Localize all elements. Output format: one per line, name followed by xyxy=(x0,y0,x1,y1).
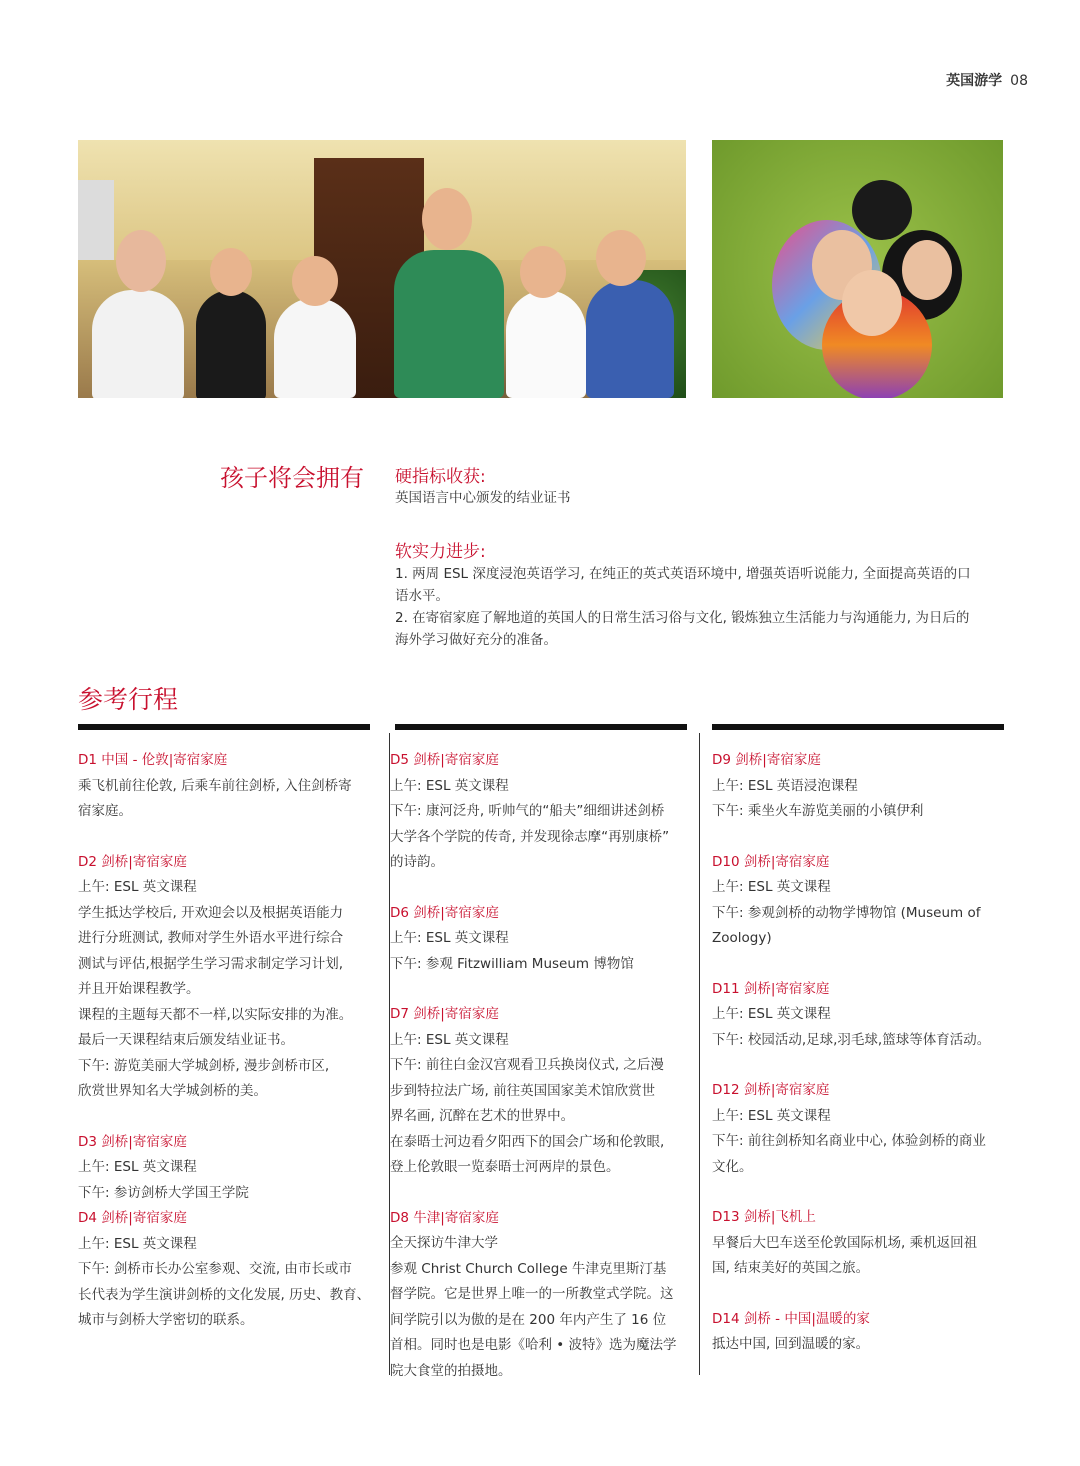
day-heading: D8 牛津|寄宿家庭 xyxy=(390,1209,499,1226)
day-heading: D14 剑桥 - 中国|温暖的家 xyxy=(712,1310,870,1327)
column-3-bar xyxy=(712,724,1004,730)
day-heading: D11 剑桥|寄宿家庭 xyxy=(712,980,830,997)
spacer xyxy=(712,825,1012,850)
itinerary-line: 上午: ESL 英文课程 xyxy=(78,1235,197,1252)
itinerary-line: 城市与剑桥大学密切的联系。 xyxy=(78,1312,254,1328)
itinerary-line: 上午: ESL 英文课程 xyxy=(390,930,509,946)
itinerary-column-1 xyxy=(78,748,378,1334)
day-heading: D4 剑桥|寄宿家庭 xyxy=(78,1210,187,1226)
itinerary-line: 下午: 乘坐火车游览美丽的小镇伊利 xyxy=(712,803,924,819)
itinerary-line: 登上伦敦眼一览泰晤士河两岸的景色。 xyxy=(390,1159,620,1175)
itinerary-line: 下午: 康河泛舟, 听帅气的“船夫”细细讲述剑桥 xyxy=(390,803,665,819)
itinerary-line: 并且开始课程教学。 xyxy=(78,981,200,997)
hard-gains-text: 英国语言中心颁发的结业证书 xyxy=(395,490,571,506)
itinerary-line: 院大食堂的拍摄地。 xyxy=(390,1362,512,1379)
itinerary-heading: 参考行程 xyxy=(78,685,179,714)
spacer xyxy=(390,977,695,1002)
itinerary-line: 测试与评估,根据学生学习需求制定学习计划, xyxy=(78,955,344,972)
spacer xyxy=(78,825,378,850)
itinerary-line: 下午: 校园活动,足球,羽毛球,篮球等体育活动。 xyxy=(712,1031,991,1048)
itinerary-line: 的诗韵。 xyxy=(390,854,444,870)
hard-gains-title: 硬指标收获: xyxy=(395,467,486,487)
itinerary-line: 大学各个学院的传奇, 并发现徐志摩“再别康桥” xyxy=(390,828,670,845)
itinerary-line: 下午: 游览美丽大学城剑桥, 漫步剑桥市区, xyxy=(78,1057,330,1074)
itinerary-line: 首相。同时也是电影《哈利 • 波特》选为魔法学 xyxy=(390,1337,677,1353)
day-heading: D10 剑桥|寄宿家庭 xyxy=(712,853,830,870)
soft-gain-1-line-1: 1. 两周 ESL 深度浸泡英语学习, 在纯正的英式英语环境中, 增强英语听说能力, 全面提高英语的口 xyxy=(395,566,971,582)
itinerary-line: 上午: ESL 英文课程 xyxy=(712,1006,831,1022)
page-header xyxy=(946,70,1028,90)
itinerary-line: 进行分班测试, 教师对学生外语水平进行综合 xyxy=(78,930,344,946)
spacer xyxy=(712,1282,1012,1307)
soft-gains-title: 软实力进步: xyxy=(395,542,486,562)
spacer xyxy=(390,876,695,901)
itinerary-line: 国, 结束美好的英国之旅。 xyxy=(712,1260,870,1276)
itinerary-line: 上午: ESL 英文课程 xyxy=(712,1107,831,1124)
itinerary-line: 下午: 前往剑桥知名商业中心, 体验剑桥的商业 xyxy=(712,1133,986,1149)
page-number: 08 xyxy=(1010,73,1028,89)
itinerary-line: 乘飞机前往伦敦, 后乘车前往剑桥, 入住剑桥寄 xyxy=(78,777,352,794)
day-heading: D2 剑桥|寄宿家庭 xyxy=(78,853,187,870)
host-family-photo xyxy=(78,140,686,398)
soft-gain-2-line-2: 海外学习做好充分的准备。 xyxy=(395,632,557,648)
day-heading: D7 剑桥|寄宿家庭 xyxy=(390,1006,499,1022)
itinerary-line: 上午: ESL 英文课程 xyxy=(78,1159,197,1175)
itinerary-line: 早餐后大巴车送至伦敦国际机场, 乘机返回祖 xyxy=(712,1234,978,1251)
itinerary-line: 学生抵达学校后, 开欢迎会以及根据英语能力 xyxy=(78,904,344,921)
section-name: 英国游学 xyxy=(946,73,1003,89)
itinerary-line: 界名画, 沉醉在艺术的世界中。 xyxy=(390,1108,575,1124)
spacer xyxy=(712,1180,1012,1205)
itinerary-line: 课程的主题每天都不一样,以实际安排的为准。 xyxy=(78,1006,353,1023)
column-divider-2 xyxy=(699,733,700,1375)
day-heading: D5 剑桥|寄宿家庭 xyxy=(390,752,499,768)
day-heading: D9 剑桥|寄宿家庭 xyxy=(712,752,821,768)
itinerary-line: 上午: ESL 英文课程 xyxy=(390,777,509,794)
itinerary-line: 上午: ESL 英语浸泡课程 xyxy=(712,777,858,794)
soft-gain-2-line-1: 2. 在寄宿家庭了解地道的英国人的日常生活习俗与文化, 锻炼独立生活能力与沟通能力, 为日后的 xyxy=(395,610,970,626)
itinerary-line: 下午: 参观 Fitzwilliam Museum 博物馆 xyxy=(390,955,634,972)
itinerary-line: Zoology) xyxy=(712,930,772,946)
itinerary-line: 下午: 前往白金汉宫观看卫兵换岗仪式, 之后漫 xyxy=(390,1057,664,1073)
spacer xyxy=(390,1181,695,1206)
gains-heading: 孩子将会拥有 xyxy=(220,464,364,492)
itinerary-line: 参观 Christ Church College 牛津克里斯汀基 xyxy=(390,1260,667,1277)
column-1-bar xyxy=(78,724,370,730)
itinerary-line: 长代表为学生演讲剑桥的文化发展, 历史、教育、 xyxy=(78,1286,371,1303)
itinerary-line: 上午: ESL 英文课程 xyxy=(712,879,831,895)
spacer xyxy=(712,1053,1012,1078)
day-heading: D1 中国 - 伦敦|寄宿家庭 xyxy=(78,752,228,768)
soft-gains-list xyxy=(395,563,1015,651)
itinerary-line: 步到特拉法广场, 前往英国国家美术馆欣赏世 xyxy=(390,1082,656,1099)
itinerary-line: 全天探访牛津大学 xyxy=(390,1235,498,1251)
itinerary-column-2 xyxy=(390,748,695,1384)
itinerary-line: 宿家庭。 xyxy=(78,803,132,819)
itinerary-line: 在泰晤士河边看夕阳西下的国会广场和伦敦眼, xyxy=(390,1133,665,1150)
spacer xyxy=(712,952,1012,977)
column-2-bar xyxy=(395,724,687,730)
spacer xyxy=(78,1105,378,1130)
itinerary-line: 抵达中国, 回到温暖的家。 xyxy=(712,1336,870,1352)
itinerary-line: 最后一天课程结束后颁发结业证书。 xyxy=(78,1032,294,1048)
itinerary-line: 上午: ESL 英文课程 xyxy=(390,1031,509,1048)
itinerary-column-3 xyxy=(712,748,1012,1358)
itinerary-line: 欣赏世界知名大学城剑桥的美。 xyxy=(78,1083,267,1099)
day-heading: D3 剑桥|寄宿家庭 xyxy=(78,1133,187,1150)
itinerary-line: 督学院。它是世界上唯一的一所教堂式学院。这 xyxy=(390,1286,674,1302)
itinerary-line: 文化。 xyxy=(712,1158,753,1175)
soft-gain-1-line-2: 语水平。 xyxy=(395,588,449,604)
day-heading: D12 剑桥|寄宿家庭 xyxy=(712,1082,830,1098)
itinerary-line: 间学院引以为傲的是在 200 年内产生了 16 位 xyxy=(390,1311,667,1328)
itinerary-line: 下午: 参观剑桥的动物学博物馆 (Museum of xyxy=(712,904,981,921)
itinerary-line: 下午: 剑桥市长办公室参观、交流, 由市长或市 xyxy=(78,1261,352,1277)
day-heading: D13 剑桥|飞机上 xyxy=(712,1209,816,1225)
itinerary-line: 上午: ESL 英文课程 xyxy=(78,879,197,895)
day-heading: D6 剑桥|寄宿家庭 xyxy=(390,904,499,921)
itinerary-line: 下午: 参访剑桥大学国王学院 xyxy=(78,1184,249,1201)
kids-on-grass-photo xyxy=(712,140,1003,398)
